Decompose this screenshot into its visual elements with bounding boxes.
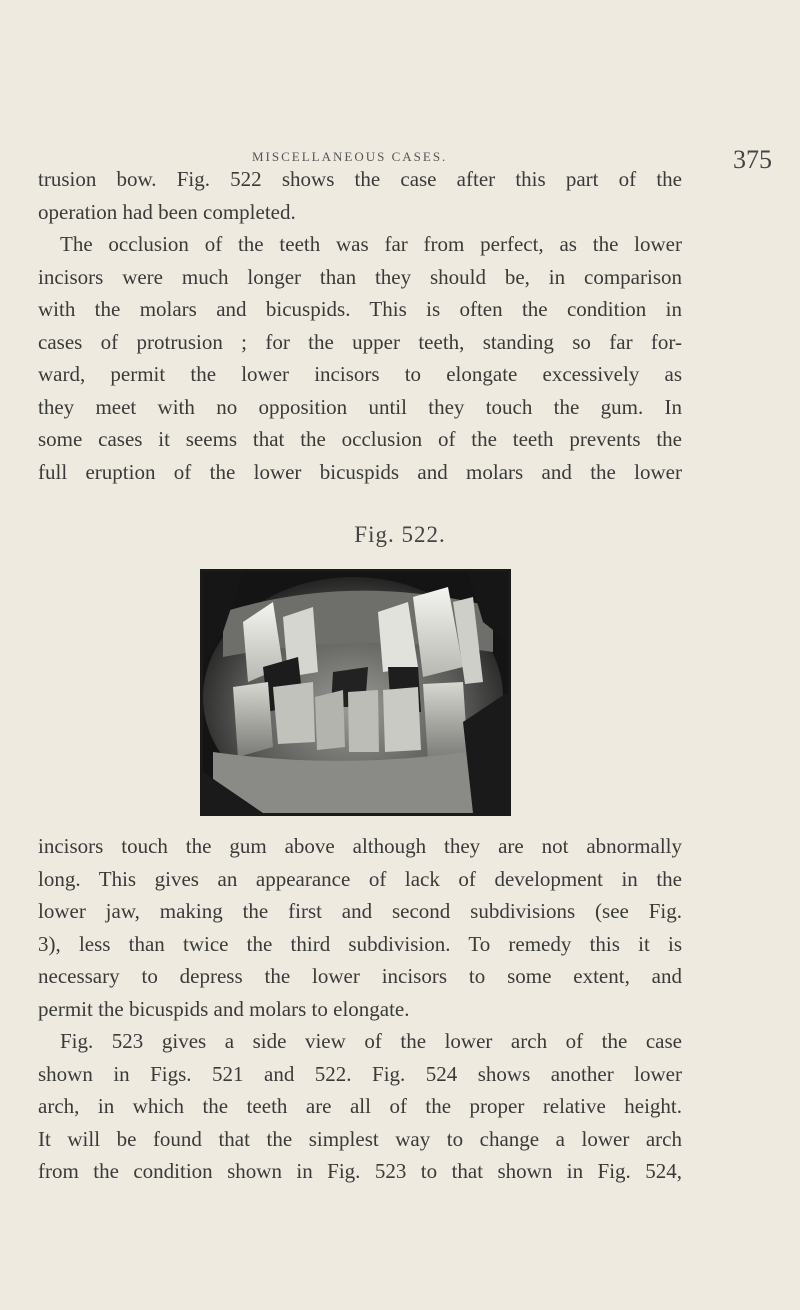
text-line: permit the bicuspids and molars to elongate. [38, 996, 410, 1021]
body-text-top [38, 163, 682, 488]
text-line: from the condition shown in Fig. 523 to that shown in Fig. 524, [38, 1159, 682, 1183]
body-text-bottom [38, 830, 682, 1188]
text-line: with the molars and bicuspids. This is often the condition in [38, 297, 682, 321]
text-line: Fig. 523 gives a side view of the lower arch of the case [60, 1029, 682, 1053]
text-line: long. This gives an appearance of lack of development in the [38, 866, 682, 891]
text-line: 3), less than twice the third subdivision. To remedy this it is [38, 931, 682, 956]
dental-photograph [200, 569, 511, 816]
text-line: incisors were much longer than they should be, in comparison [38, 264, 682, 289]
teeth-occlusion-image [203, 572, 508, 813]
text-line: shown in Figs. 521 and 522. Fig. 524 shows another lower [38, 1061, 682, 1086]
text-line: lower jaw, making the first and second subdivisions (see Fig. [38, 899, 682, 923]
text-line: arch, in which the teeth are all of the proper relative height. [38, 1094, 682, 1118]
running-head: MISCELLANEOUS CASES. [252, 149, 448, 164]
text-line: operation had been completed. [38, 199, 296, 224]
text-line: they meet with no opposition until they touch the gum. In [38, 394, 682, 419]
text-line: It will be found that the simplest way to change a lower arch [38, 1126, 682, 1151]
text-line: full eruption of the lower bicuspids and molars and the lower [38, 459, 682, 484]
text-line: incisors touch the gum above although they are not abnormally [38, 834, 682, 858]
text-line: trusion bow. Fig. 522 shows the case after this part of the [38, 167, 682, 191]
text-line: necessary to depress the lower incisors to some extent, and [38, 964, 682, 988]
text-line: The occlusion of the teeth was far from perfect, as the lower [60, 232, 682, 256]
text-line: cases of protrusion ; for the upper teeth, standing so far for- [38, 329, 682, 354]
page-number: 375 [733, 145, 772, 174]
text-line: ward, permit the lower incisors to elongate excessively as [38, 362, 682, 386]
figure-caption: Fig. 522. [354, 522, 446, 547]
text-line: some cases it seems that the occlusion of the teeth prevents the [38, 427, 682, 451]
